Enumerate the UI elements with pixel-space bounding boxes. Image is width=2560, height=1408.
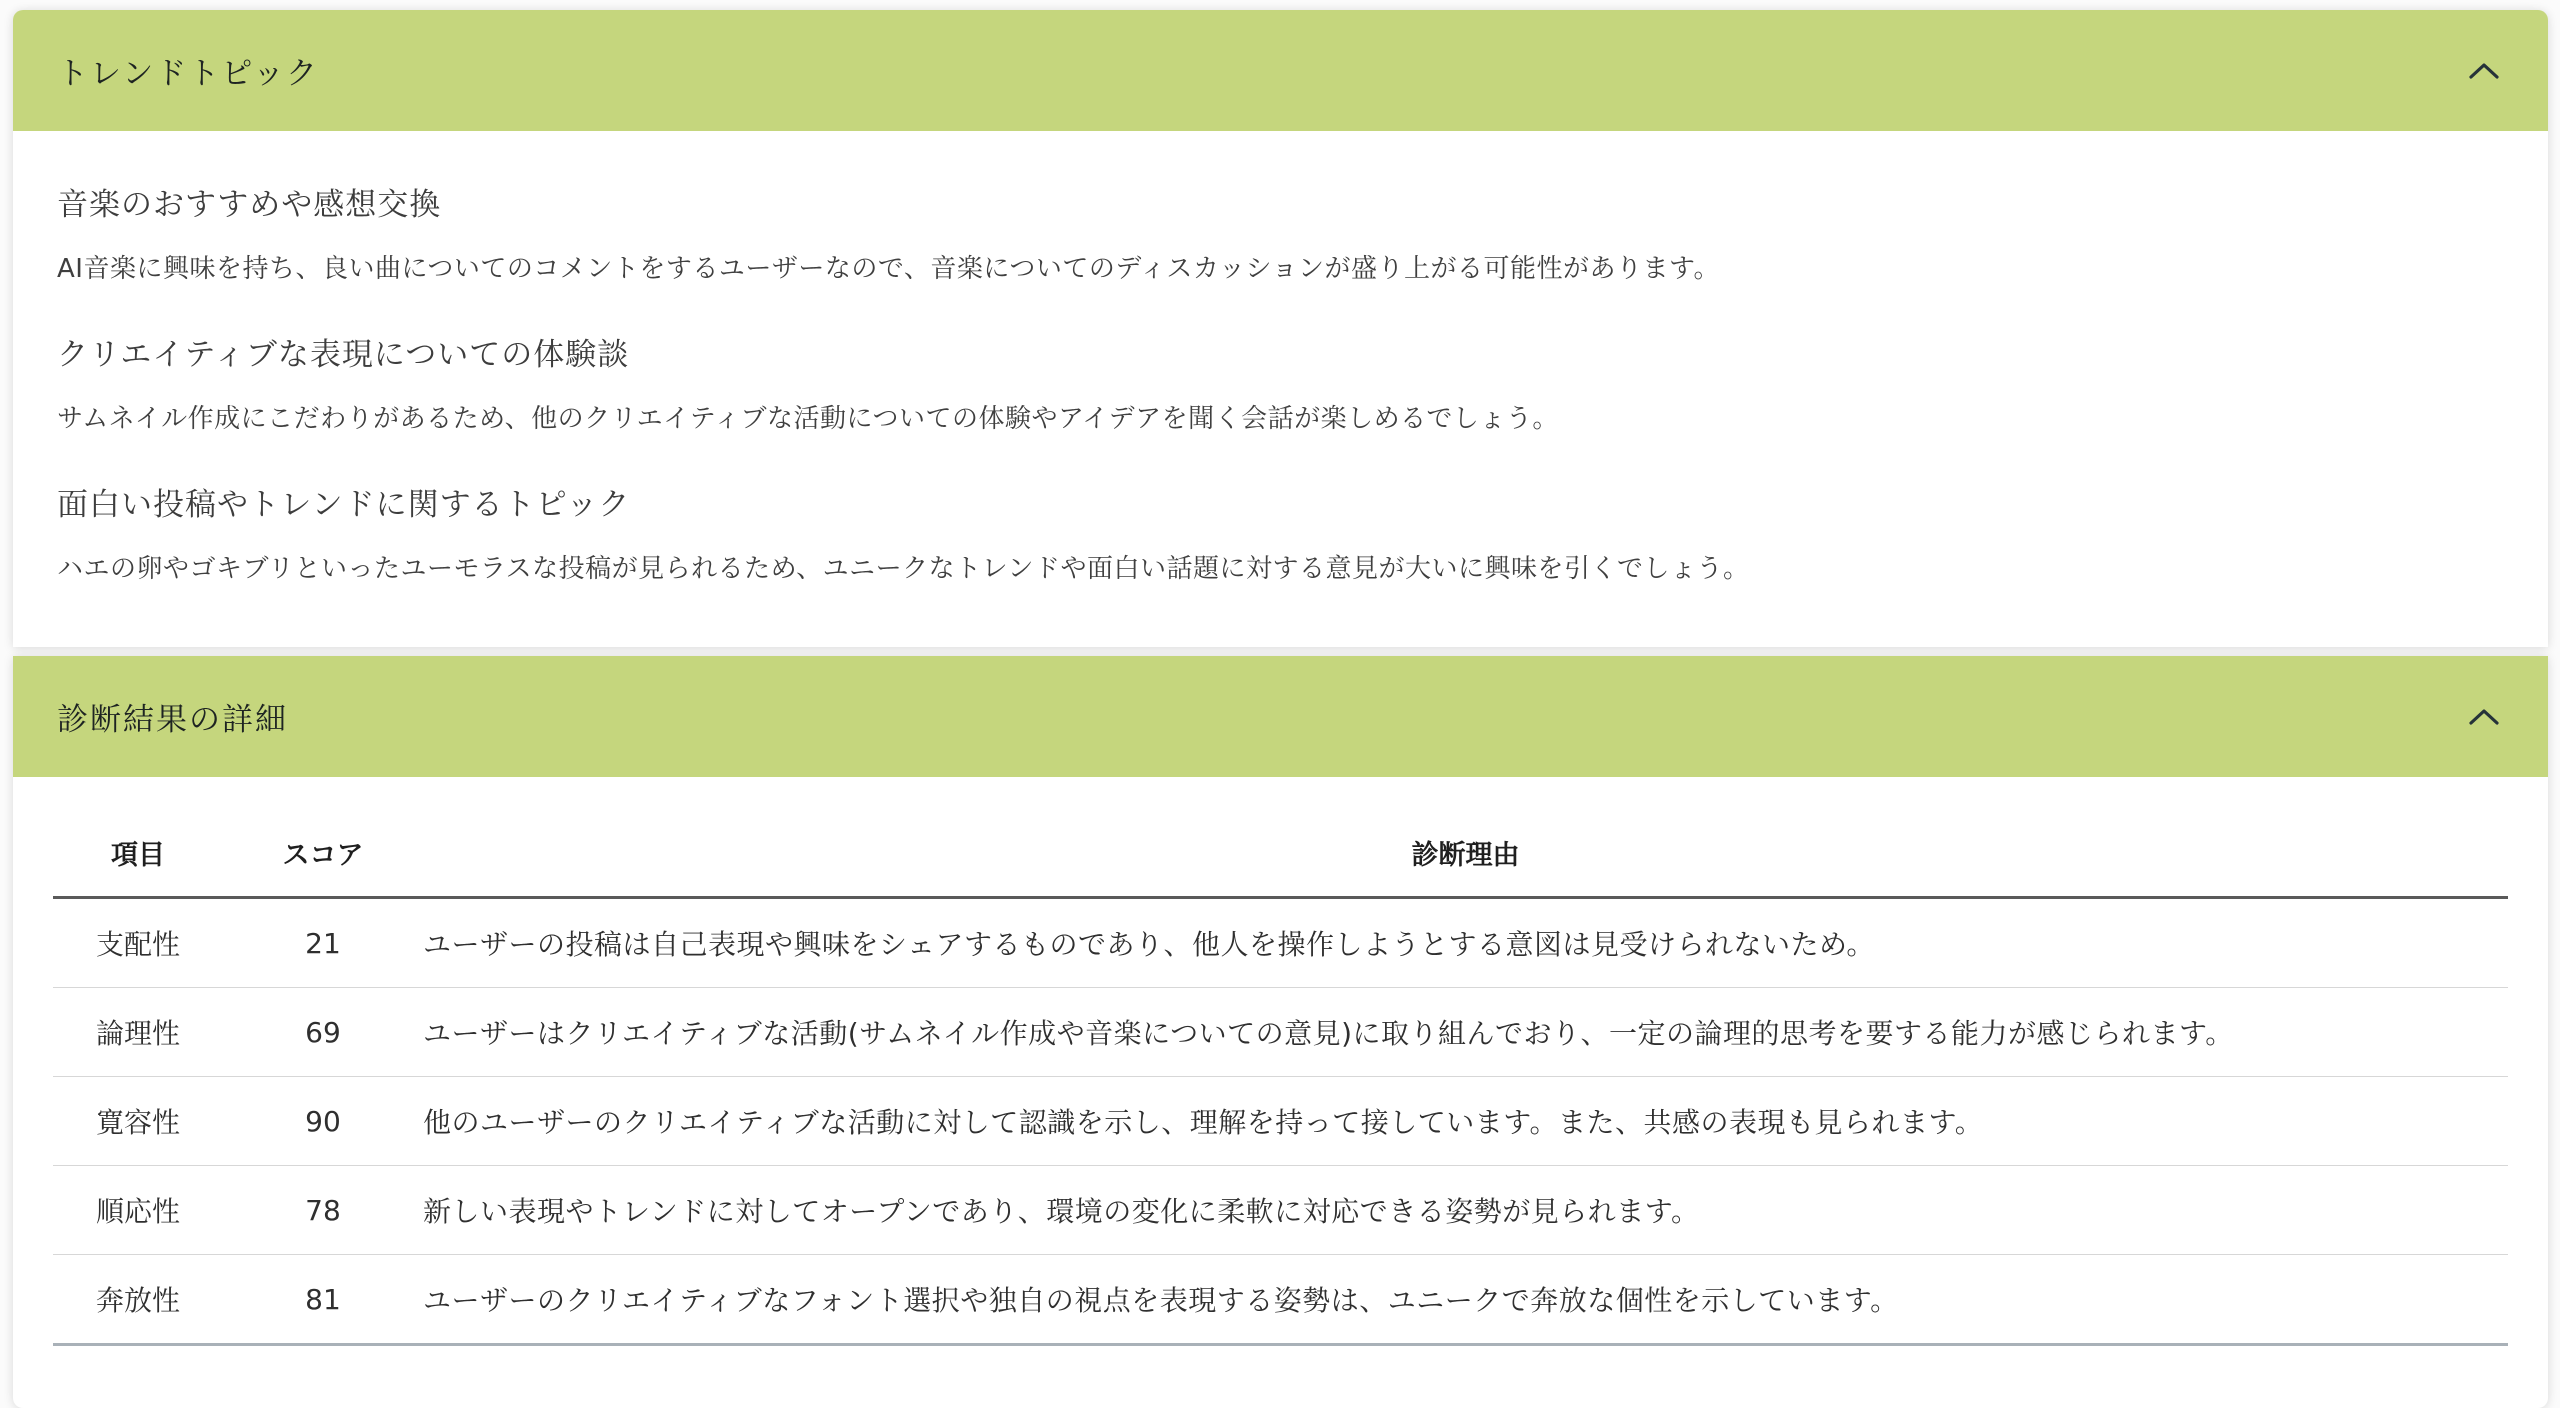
trend-topics-header[interactable] bbox=[13, 10, 2548, 131]
table-row bbox=[53, 898, 2508, 988]
score-cell: 90 bbox=[223, 1077, 423, 1166]
column-header-score: スコア bbox=[223, 811, 423, 898]
score-cell: 81 bbox=[223, 1255, 423, 1345]
reason-cell: 他のユーザーのクリエイティブな活動に対して認識を示し、理解を持って接しています。また、共感の表現も見られます。 bbox=[423, 1077, 2508, 1166]
item-cell: 論理性 bbox=[53, 988, 223, 1077]
topic-title: 音楽のおすすめや感想交換 bbox=[57, 187, 442, 223]
chevron-up-icon[interactable] bbox=[2464, 51, 2504, 91]
reason-cell: ユーザーの投稿は自己表現や興味をシェアするものであり、他人を操作しようとする意図は見受けられないため。 bbox=[423, 898, 2508, 988]
table-header-row bbox=[53, 811, 2508, 898]
reason-cell: 新しい表現やトレンドに対してオープンであり、環境の変化に柔軟に対応できる姿勢が見られます。 bbox=[423, 1166, 2508, 1255]
diagnosis-table bbox=[53, 811, 2508, 1346]
item-cell: 順応性 bbox=[53, 1166, 223, 1255]
list-item bbox=[57, 329, 2504, 435]
topic-description: ハエの卵やゴキブリといったユーモラスな投稿が見られるため、ユニークなトレンドや面白い話題に対する意見が大いに興味を引くでしょう。 bbox=[57, 554, 1750, 584]
table-row bbox=[53, 1255, 2508, 1345]
reason-cell: ユーザーのクリエイティブなフォント選択や独自の視点を表現する姿勢は、ユニークで奔放な個性を示しています。 bbox=[423, 1255, 2508, 1345]
trend-topics-title: トレンドトピック bbox=[57, 56, 319, 92]
diagnosis-details-panel bbox=[13, 656, 2548, 1408]
diagnosis-details-title: 診断結果の詳細 bbox=[57, 702, 288, 738]
table-row bbox=[53, 988, 2508, 1077]
diagnosis-details-header[interactable] bbox=[13, 656, 2548, 777]
topic-description: AI音楽に興味を持ち、良い曲についてのコメントをするユーザーなので、音楽についてのディスカッションが盛り上がる可能性があります。 bbox=[57, 254, 1720, 284]
trend-topics-panel bbox=[13, 10, 2548, 647]
item-cell: 支配性 bbox=[53, 898, 223, 988]
table-row bbox=[53, 1077, 2508, 1166]
score-cell: 78 bbox=[223, 1166, 423, 1255]
item-cell: 奔放性 bbox=[53, 1255, 223, 1345]
table-row bbox=[53, 1166, 2508, 1255]
score-cell: 21 bbox=[223, 898, 423, 988]
topic-title: 面白い投稿やトレンドに関するトピック bbox=[57, 487, 631, 523]
item-cell: 寛容性 bbox=[53, 1077, 223, 1166]
trend-topics-body bbox=[13, 131, 2548, 647]
column-header-reason: 診断理由 bbox=[423, 811, 2508, 898]
chevron-up-icon[interactable] bbox=[2464, 697, 2504, 737]
reason-cell: ユーザーはクリエイティブな活動(サムネイル作成や音楽についての意見)に取り組んでおり、一定の論理的思考を要する能力が感じられます。 bbox=[423, 988, 2508, 1077]
list-item bbox=[57, 479, 2504, 585]
topic-description: サムネイル作成にこだわりがあるため、他のクリエイティブな活動についての体験やアイデアを聞く会話が楽しめるでしょう。 bbox=[57, 404, 1559, 434]
column-header-item: 項目 bbox=[53, 811, 223, 898]
list-item bbox=[57, 179, 2504, 285]
topic-title: クリエイティブな表現についての体験談 bbox=[57, 337, 630, 373]
score-cell: 69 bbox=[223, 988, 423, 1077]
diagnosis-table-container bbox=[13, 777, 2548, 1408]
